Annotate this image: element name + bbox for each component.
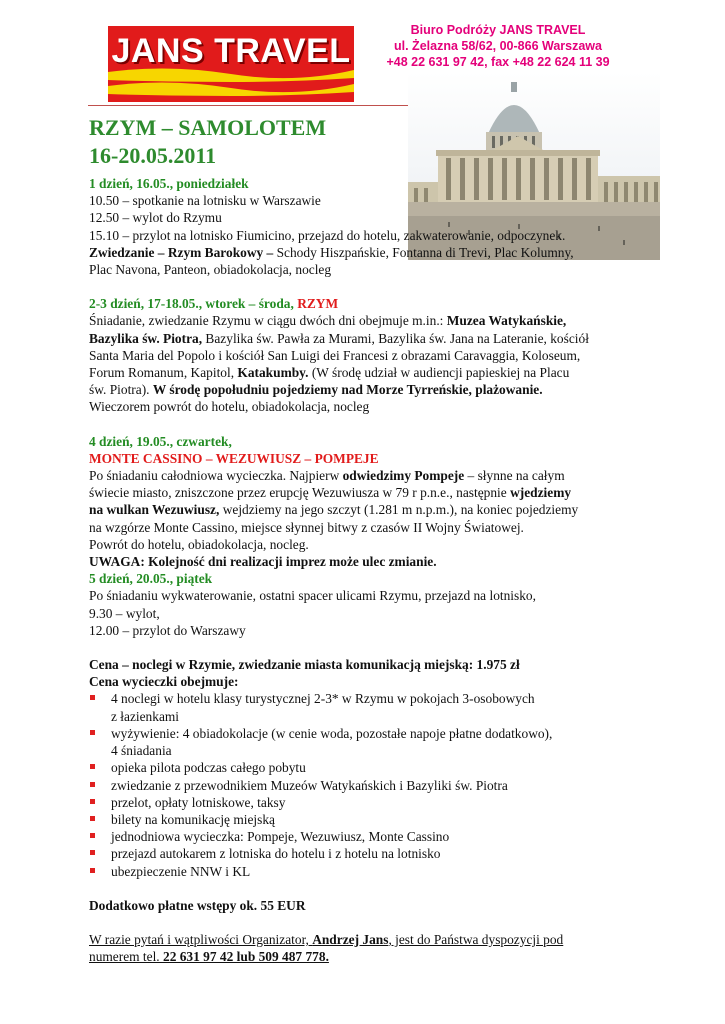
list-item: zwiedzanie z przewodnikiem Muzeów Watykańskich i Bazyliki św. Piotra bbox=[89, 777, 649, 794]
day23-text: Forum Romanum, Kapitol, Katakumby. (W środę udział w audiencji papieskiej na Placu bbox=[89, 365, 570, 381]
day23-text: Santa Maria del Popolo i kościół San Luigi dei Francesi z obrazami Caravaggia, Koloseum, bbox=[89, 347, 581, 363]
day23-text: św. Piotra). W środę popołudniu pojedziemy nad Morze Tyrreńskie, plażowanie. bbox=[89, 382, 543, 398]
bullet-square-icon bbox=[90, 782, 95, 787]
order-change-note: UWAGA: Kolejność dni realizacji imprez może ulec zmianie. bbox=[89, 554, 437, 570]
agency-name: Biuro Podróży JANS TRAVEL bbox=[410, 23, 586, 37]
list-item: przelot, opłaty lotniskowe, taksy bbox=[89, 794, 649, 811]
list-item: ubezpieczenie NNW i KL bbox=[89, 863, 649, 880]
day1-tour bbox=[89, 244, 649, 261]
day1-tour-text: Schody Hiszpańskie, Fontanna di Trevi, Plac Kolumny, bbox=[273, 244, 574, 260]
list-item: opieka pilota podczas całego pobytu bbox=[89, 759, 649, 776]
bullet-square-icon bbox=[90, 850, 95, 855]
day4-heading-route: MONTE CASSINO – WEZUWIUSZ – POMPEJE bbox=[89, 450, 379, 466]
day5-text: 9.30 – wylot, bbox=[89, 605, 160, 621]
day1-tour-cont: Plac Navona, Panteon, obiadokolacja, nocleg bbox=[89, 262, 332, 278]
trip-title-line1: RZYM – SAMOLOTEM bbox=[89, 115, 327, 140]
day1-line: 15.10 – przylot na lotnisko Fiumicino, przejazd do hotelu, zakwaterowanie, odpoczynek. bbox=[89, 227, 566, 243]
list-item: przejazd autokarem z lotniska do hotelu i z hotelu na lotnisko bbox=[89, 845, 649, 862]
day4-text: Powrót do hotelu, obiadokolacja, nocleg. bbox=[89, 536, 309, 552]
list-item: wyżywienie: 4 obiadokolacje (w cenie woda, pozostałe napoje płatne dodatkowo), 4 śniadania bbox=[89, 725, 649, 759]
agency-address: ul. Żelazna 58/62, 00-866 Warszawa bbox=[394, 39, 602, 53]
price-line: Cena – noclegi w Rzymie, zwiedzanie miasta komunikacją miejską: 1.975 zł bbox=[89, 657, 520, 673]
day5-text: 12.00 – przylot do Warszawy bbox=[89, 622, 246, 638]
day4-text: świecie miasto, zniszczone przez erupcję Wezuwiusza w 79 r p.n.e., następnie wjedziemy bbox=[89, 485, 572, 501]
contact-line: W razie pytań i wątpliwości Organizator, Andrzej Jans, jest do Państwa dyspozycji pod bbox=[89, 931, 564, 947]
day4-text: na wulkan Wezuwiusz, wejdziemy na jego szczyt (1.281 m n.p.m.), na koniec pojedziemy bbox=[89, 502, 579, 518]
includes-list bbox=[89, 690, 649, 879]
day5-heading: 5 dzień, 20.05., piątek bbox=[89, 571, 213, 587]
list-item: jednodniowa wycieczka: Pompeje, Wezuwiusz, Monte Cassino bbox=[89, 828, 649, 845]
trip-title bbox=[89, 114, 326, 170]
bullet-square-icon bbox=[90, 695, 95, 700]
contact-phone-line: numerem tel. 22 631 97 42 lub 509 487 778. bbox=[89, 949, 329, 965]
logo-text: JANS TRAVEL bbox=[111, 32, 351, 70]
bullet-square-icon bbox=[90, 833, 95, 838]
day23-heading: 2-3 dzień, 17-18.05., wtorek – środa, RZYM bbox=[89, 296, 339, 312]
includes-heading: Cena wycieczki obejmuje: bbox=[89, 674, 239, 690]
agency-phone-fax: +48 22 631 97 42, fax +48 22 624 11 39 bbox=[386, 55, 610, 69]
bullet-square-icon bbox=[90, 816, 95, 821]
day4-heading: 4 dzień, 19.05., czwartek, bbox=[89, 433, 232, 449]
list-item: bilety na komunikację miejską bbox=[89, 811, 649, 828]
contact-phones: 22 631 97 42 lub 509 487 778. bbox=[163, 949, 329, 965]
day23-text: Bazylika św. Piotra, Bazylika św. Pawła za Murami, Bazylika św. Jana na Lateranie, kościół bbox=[89, 330, 589, 346]
day1-line: 10.50 – spotkanie na lotnisku w Warszawie bbox=[89, 193, 321, 209]
day23-text: Śniadanie, zwiedzanie Rzymu w ciągu dwóch dni obejmuje m.in.: Muzea Watykańskie, bbox=[89, 313, 567, 329]
header-divider bbox=[88, 105, 408, 106]
day5-text: Po śniadaniu wykwaterowanie, ostatni spacer ulicami Rzymu, przejazd na lotnisko, bbox=[89, 588, 536, 604]
day23-text: Wieczorem powrót do hotelu, obiadokolacja, nocleg bbox=[89, 399, 370, 415]
organizer-name: Andrzej Jans bbox=[312, 931, 389, 947]
day1-line: 12.50 – wylot do Rzymu bbox=[89, 210, 222, 226]
day1-heading: 1 dzień, 16.05., poniedziałek bbox=[89, 176, 249, 191]
list-item: 4 noclegi w hotelu klasy turystycznej 2-3* w Rzymu w pokojach 3-osobowych z łazienkami bbox=[89, 690, 649, 724]
bullet-square-icon bbox=[90, 730, 95, 735]
bullet-square-icon bbox=[90, 799, 95, 804]
itinerary-body bbox=[89, 175, 649, 965]
trip-dates: 16-20.05.2011 bbox=[89, 143, 217, 168]
day4-text: Po śniadaniu całodniowa wycieczka. Najpierw odwiedzimy Pompeje – słynne na całym bbox=[89, 468, 565, 484]
jans-travel-logo bbox=[108, 26, 354, 102]
day1-tour-bold: Zwiedzanie – Rzym Barokowy – bbox=[89, 244, 274, 260]
extra-fees: Dodatkowo płatne wstępy ok. 55 EUR bbox=[89, 897, 306, 913]
bullet-square-icon bbox=[90, 868, 95, 873]
day4-text: na wzgórze Monte Cassino, miejsce słynnej bitwy z czasów II Wojny Światowej. bbox=[89, 519, 524, 535]
bullet-square-icon bbox=[90, 764, 95, 769]
